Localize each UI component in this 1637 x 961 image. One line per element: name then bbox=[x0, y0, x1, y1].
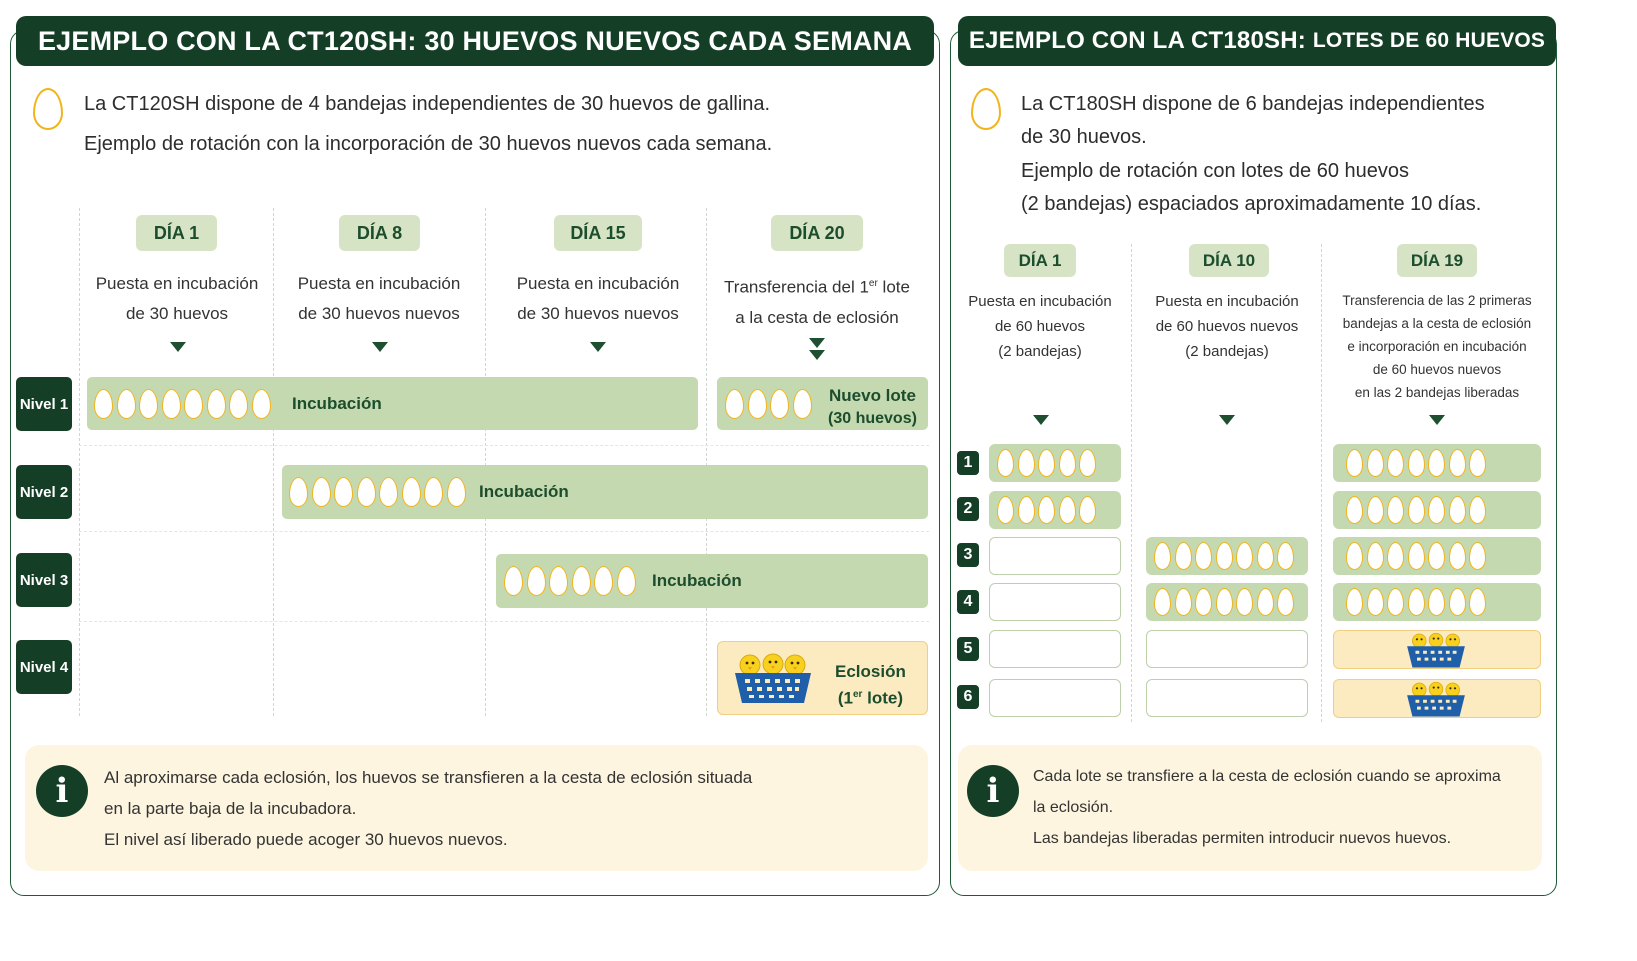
left-title: EJEMPLO CON LA CT120SH: 30 HUEVOS NUEVOS CADA SEMANA bbox=[16, 16, 934, 66]
grid-line bbox=[273, 208, 274, 716]
day-label: DÍA 1 bbox=[136, 215, 217, 251]
left-intro-line-1: La CT120SH dispone de 4 bandejas independientes de 30 huevos de gallina. bbox=[84, 93, 771, 115]
tray-empty bbox=[989, 537, 1121, 575]
day-description: Puesta en incubación de 30 huevos bbox=[95, 274, 259, 323]
day-description: Puesta en incubación de 60 huevos nuevos (2 bandejas) bbox=[1155, 293, 1299, 360]
egg-row bbox=[1154, 588, 1298, 616]
grid-line bbox=[706, 208, 707, 716]
tray-number: 5 bbox=[957, 637, 979, 661]
tray-empty bbox=[1146, 630, 1308, 668]
double-down-arrow-icon bbox=[809, 350, 825, 360]
incubation-label: Incubación bbox=[292, 394, 382, 413]
egg-icon bbox=[33, 88, 63, 130]
day-label: DÍA 10 bbox=[1189, 244, 1269, 277]
left-intro-line-2: Ejemplo de rotación con la incorporación de 30 huevos nuevos cada semana. bbox=[84, 133, 773, 155]
egg-row bbox=[1346, 542, 1490, 570]
down-arrow-icon bbox=[372, 342, 388, 352]
grid-line bbox=[485, 208, 486, 716]
day-label: DÍA 15 bbox=[554, 215, 642, 251]
tray-empty bbox=[989, 630, 1121, 668]
egg-row bbox=[1346, 449, 1490, 477]
egg-row bbox=[94, 389, 274, 419]
egg-row bbox=[997, 449, 1100, 477]
down-arrow-icon bbox=[1429, 415, 1445, 425]
tray-number: 6 bbox=[957, 685, 979, 709]
tray-empty bbox=[989, 583, 1121, 621]
tray-number: 4 bbox=[957, 590, 979, 614]
chick-basket-icon bbox=[733, 647, 813, 707]
info-icon: i bbox=[36, 765, 88, 817]
grid-line bbox=[79, 445, 929, 446]
grid-line bbox=[1131, 244, 1132, 722]
tray-number: 1 bbox=[957, 451, 979, 475]
right-title: EJEMPLO CON LA CT180SH: LOTES DE 60 HUEVOS bbox=[958, 16, 1556, 66]
new-batch-label: Nuevo lote (30 huevos) bbox=[828, 386, 917, 427]
chick-basket-icon bbox=[1405, 680, 1467, 718]
egg-row bbox=[1154, 542, 1298, 570]
day-description: Puesta en incubación de 60 huevos (2 bandejas) bbox=[968, 293, 1112, 360]
day-description: Puesta en incubación de 30 huevos nuevos bbox=[516, 274, 680, 323]
egg-icon bbox=[971, 88, 1001, 130]
tray-number: 2 bbox=[957, 497, 979, 521]
incubation-label: Incubación bbox=[652, 571, 742, 590]
tray-empty bbox=[1146, 679, 1308, 717]
day-label: DÍA 1 bbox=[1004, 244, 1076, 277]
egg-row bbox=[725, 389, 815, 419]
day-label: DÍA 20 bbox=[771, 215, 863, 251]
down-arrow-icon bbox=[170, 342, 186, 352]
chick-basket-icon bbox=[1405, 631, 1467, 669]
tray-number: 3 bbox=[957, 543, 979, 567]
down-arrow-icon bbox=[1219, 415, 1235, 425]
hatching-label: Eclosión (1er lote) bbox=[835, 662, 906, 708]
egg-row bbox=[1346, 496, 1490, 524]
info-icon: i bbox=[967, 765, 1019, 817]
day-description: Puesta en incubación de 30 huevos nuevos bbox=[297, 274, 461, 323]
level-tag: Nivel 3 bbox=[16, 553, 72, 607]
egg-row bbox=[289, 477, 469, 507]
level-tag: Nivel 4 bbox=[16, 640, 72, 694]
day-description: Transferencia de las 2 primeras bandejas a la cesta de eclosión e incorporación en incubación de 60 huevos nuevos en las 2 bandejas liberadas bbox=[1342, 293, 1532, 400]
grid-line bbox=[79, 621, 929, 622]
egg-row bbox=[1346, 588, 1490, 616]
level-tag: Nivel 2 bbox=[16, 465, 72, 519]
day-description: Transferencia del 1er lote a la cesta de eclosión bbox=[724, 277, 910, 327]
egg-row bbox=[997, 496, 1100, 524]
level-tag: Nivel 1 bbox=[16, 377, 72, 431]
tray-empty bbox=[989, 679, 1121, 717]
double-down-arrow-icon bbox=[809, 338, 825, 348]
grid-line bbox=[1321, 244, 1322, 722]
down-arrow-icon bbox=[590, 342, 606, 352]
incubation-label: Incubación bbox=[479, 482, 569, 501]
egg-row bbox=[504, 566, 639, 596]
day-label: DÍA 19 bbox=[1397, 244, 1477, 277]
grid-line bbox=[79, 208, 80, 716]
down-arrow-icon bbox=[1033, 415, 1049, 425]
grid-line bbox=[79, 531, 929, 532]
day-label: DÍA 8 bbox=[339, 215, 420, 251]
